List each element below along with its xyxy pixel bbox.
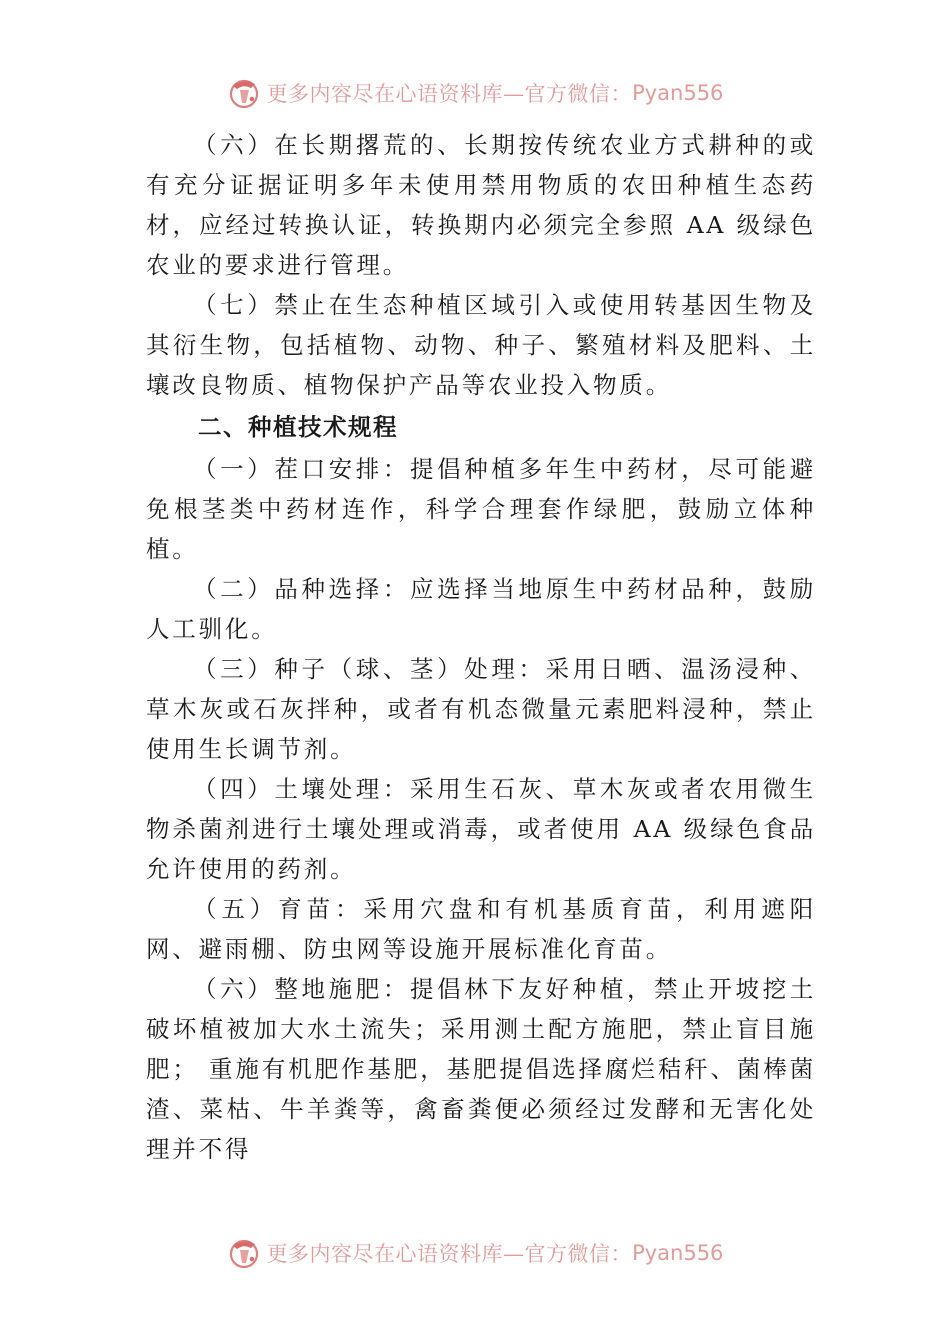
paragraph-6-conversion: （六）在长期撂荒的、长期按传统农业方式耕种的或有充分证据证明多年未使用禁用物质的农田种植生态药材，应经过转换认证，转换期内必须完全参照 AA 级绿色农业的要求进行管理。 — [146, 131, 816, 279]
watermark-text: 更多内容尽在心语资料库—官方微信： — [266, 82, 633, 106]
paragraph-soil-treatment: （四）土壤处理：采用生石灰、草木灰或者农用微生物杀菌剂进行土壤处理或消毒，或者使用 AA 级绿色食品允许使用的药剂。 — [146, 775, 816, 883]
paragraph-seedling: （五）育苗：采用穴盘和有机基质育苗，利用遮阳网、避雨棚、防虫网等设施开展标准化育苗。 — [146, 895, 816, 963]
watermark-text: 更多内容尽在心语资料库—官方微信： — [266, 1242, 633, 1266]
watermark-wechat-id: Pyan556 — [632, 81, 724, 105]
paragraph-crop-rotation: （一）茬口安排：提倡种植多年生中药材，尽可能避免根茎类中药材连作，科学合理套作绿肥，鼓励立体种植。 — [146, 455, 816, 563]
logo-icon — [227, 76, 261, 110]
paragraph-seed-treatment: （三）种子（球、茎）处理：采用日晒、温汤浸种、草木灰或石灰拌种，或者有机态微量元素肥料浸种，禁止使用生长调节剂。 — [146, 655, 816, 763]
document-body — [146, 125, 816, 1169]
logo-icon — [227, 1236, 261, 1270]
paragraph-variety-selection: （二）品种选择：应选择当地原生中药材品种，鼓励人工驯化。 — [146, 575, 816, 643]
watermark-wechat-id: Pyan556 — [632, 1241, 724, 1265]
paragraph-fertilization: （六）整地施肥：提倡林下友好种植，禁止开坡挖土破坏植被加大水土流失；采用测土配方施肥，禁止盲目施肥； 重施有机肥作基肥，基肥提倡选择腐烂秸秆、菌棒菌渣、菜枯、牛羊粪等，禽畜粪便必须经过发酵和无害化处理并不得 — [146, 975, 816, 1163]
watermark-header — [0, 73, 950, 113]
paragraph-7-gmo-ban: （七）禁止在生态种植区域引入或使用转基因生物及其衍生物，包括植物、动物、种子、繁殖材料及肥料、土壤改良物质、植物保护产品等农业投入物质。 — [146, 291, 816, 399]
section-heading: 二、种植技术规程 — [198, 413, 398, 441]
watermark-footer — [0, 1233, 950, 1273]
